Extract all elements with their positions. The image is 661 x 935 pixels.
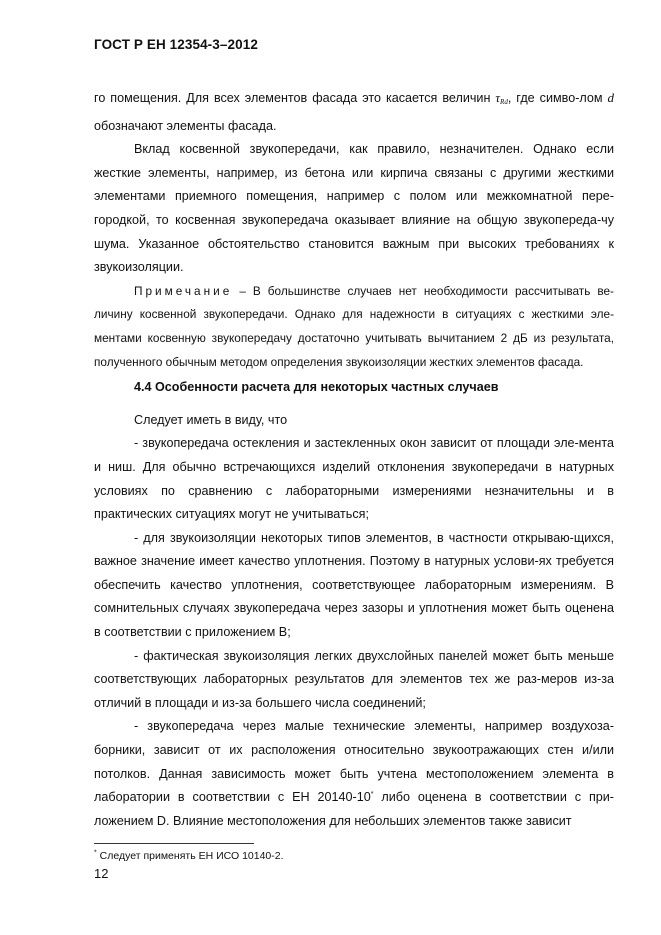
paragraph-continuation — [94, 86, 614, 138]
page-body — [94, 86, 614, 833]
page-number: 12 — [94, 866, 109, 881]
paragraph-indirect-transmission: Вклад косвенной звукопередачи, как правило, незначителен. Однако если жесткие элементы, например, из бетона или кирпича связаны с другими жесткими элементами приемного помещения, например с полом или межкомнатной пере-городкой, то косвенная звукопередача оказывает влияние на общую звукопереда-чу шума. Указанное обстоятельство становится важным при высоких требованиях к звукоизоляции. — [94, 142, 614, 275]
footnote-marker: * — [370, 791, 374, 799]
note-label: Примечание — [134, 283, 233, 298]
symbol-d: d — [607, 90, 615, 105]
text-fragment: обозначают элементы фасада. — [94, 118, 277, 133]
footnote-mark: * — [94, 849, 97, 857]
text-fragment: го помещения. Для всех элементов фасада это касается величин — [94, 91, 496, 105]
document-header: ГОСТ Р ЕН 12354-3–2012 — [94, 37, 258, 52]
symbol-tau-base: τ — [495, 90, 501, 105]
list-item — [94, 715, 614, 833]
lead-sentence: Следует иметь в виду, что — [134, 412, 288, 427]
symbol-tau-subscript: Rd — [500, 98, 508, 106]
footnote — [94, 850, 284, 862]
list-item: - для звукоизоляции некоторых типов элементов, в частности открываю-щихся, важное значение имеет качество уплотнения. Поэтому в натурных услови-ях требуется обеспечить качество уплотнения, соответствующее лабораторным измерениям. В сомнительных случаях звукопередача через зазоры и уплотнения может быть оценена в соответствии с приложением В; — [94, 530, 614, 640]
list-item: - фактическая звукоизоляция легких двухслойных панелей может быть меньше соответствующих лабораторных результатов для элементов тех же раз-меров из-за отличий в площади и из-за большего числа соединений; — [94, 648, 614, 710]
footnote-divider — [94, 843, 254, 844]
list-item: - звукопередача остекления и застекленных окон зависит от площади эле-мента и ниш. Для обычно встречающихся изделий отклонения звукопередачи в натурных условиях по сравнению с лабораторными измерениями незначительны и в практических ситуациях могут не учитываться; — [94, 436, 614, 522]
symbol-tau — [495, 90, 507, 105]
footnote-text: Следует применять ЕН ИСО 10140-2. — [96, 850, 284, 862]
text-fragment: - звукопередача через малые технические элементы, например воздухоза-борники, зависит от их расположения относительно звукоотражающих стен и/или потолков. Данная зависимость может быть учтена местоположением элемента в лаборатории в соответствии с ЕН 20140-10 — [94, 719, 614, 805]
note-text: – В большинстве случаев нет необходимости рассчитывать ве-личину косвенной звукопередачи. Однако для надежности в ситуациях с жесткими эле-ментами косвенную звукопередачу достаточно учитывать вычитанием 2 дБ из результата, полученного обычным методом определения звукоизоляции жестких элементов фасада. — [94, 283, 614, 369]
note-paragraph — [94, 280, 614, 374]
text-fragment: , где симво-лом — [507, 91, 608, 105]
section-heading: 4.4 Особенности расчета для некоторых частных случаев — [134, 380, 499, 395]
text-fragment: либо оценена в соответствии с при-ложением D. Влияние местоположения для небольших элементов также зависит — [94, 790, 614, 828]
